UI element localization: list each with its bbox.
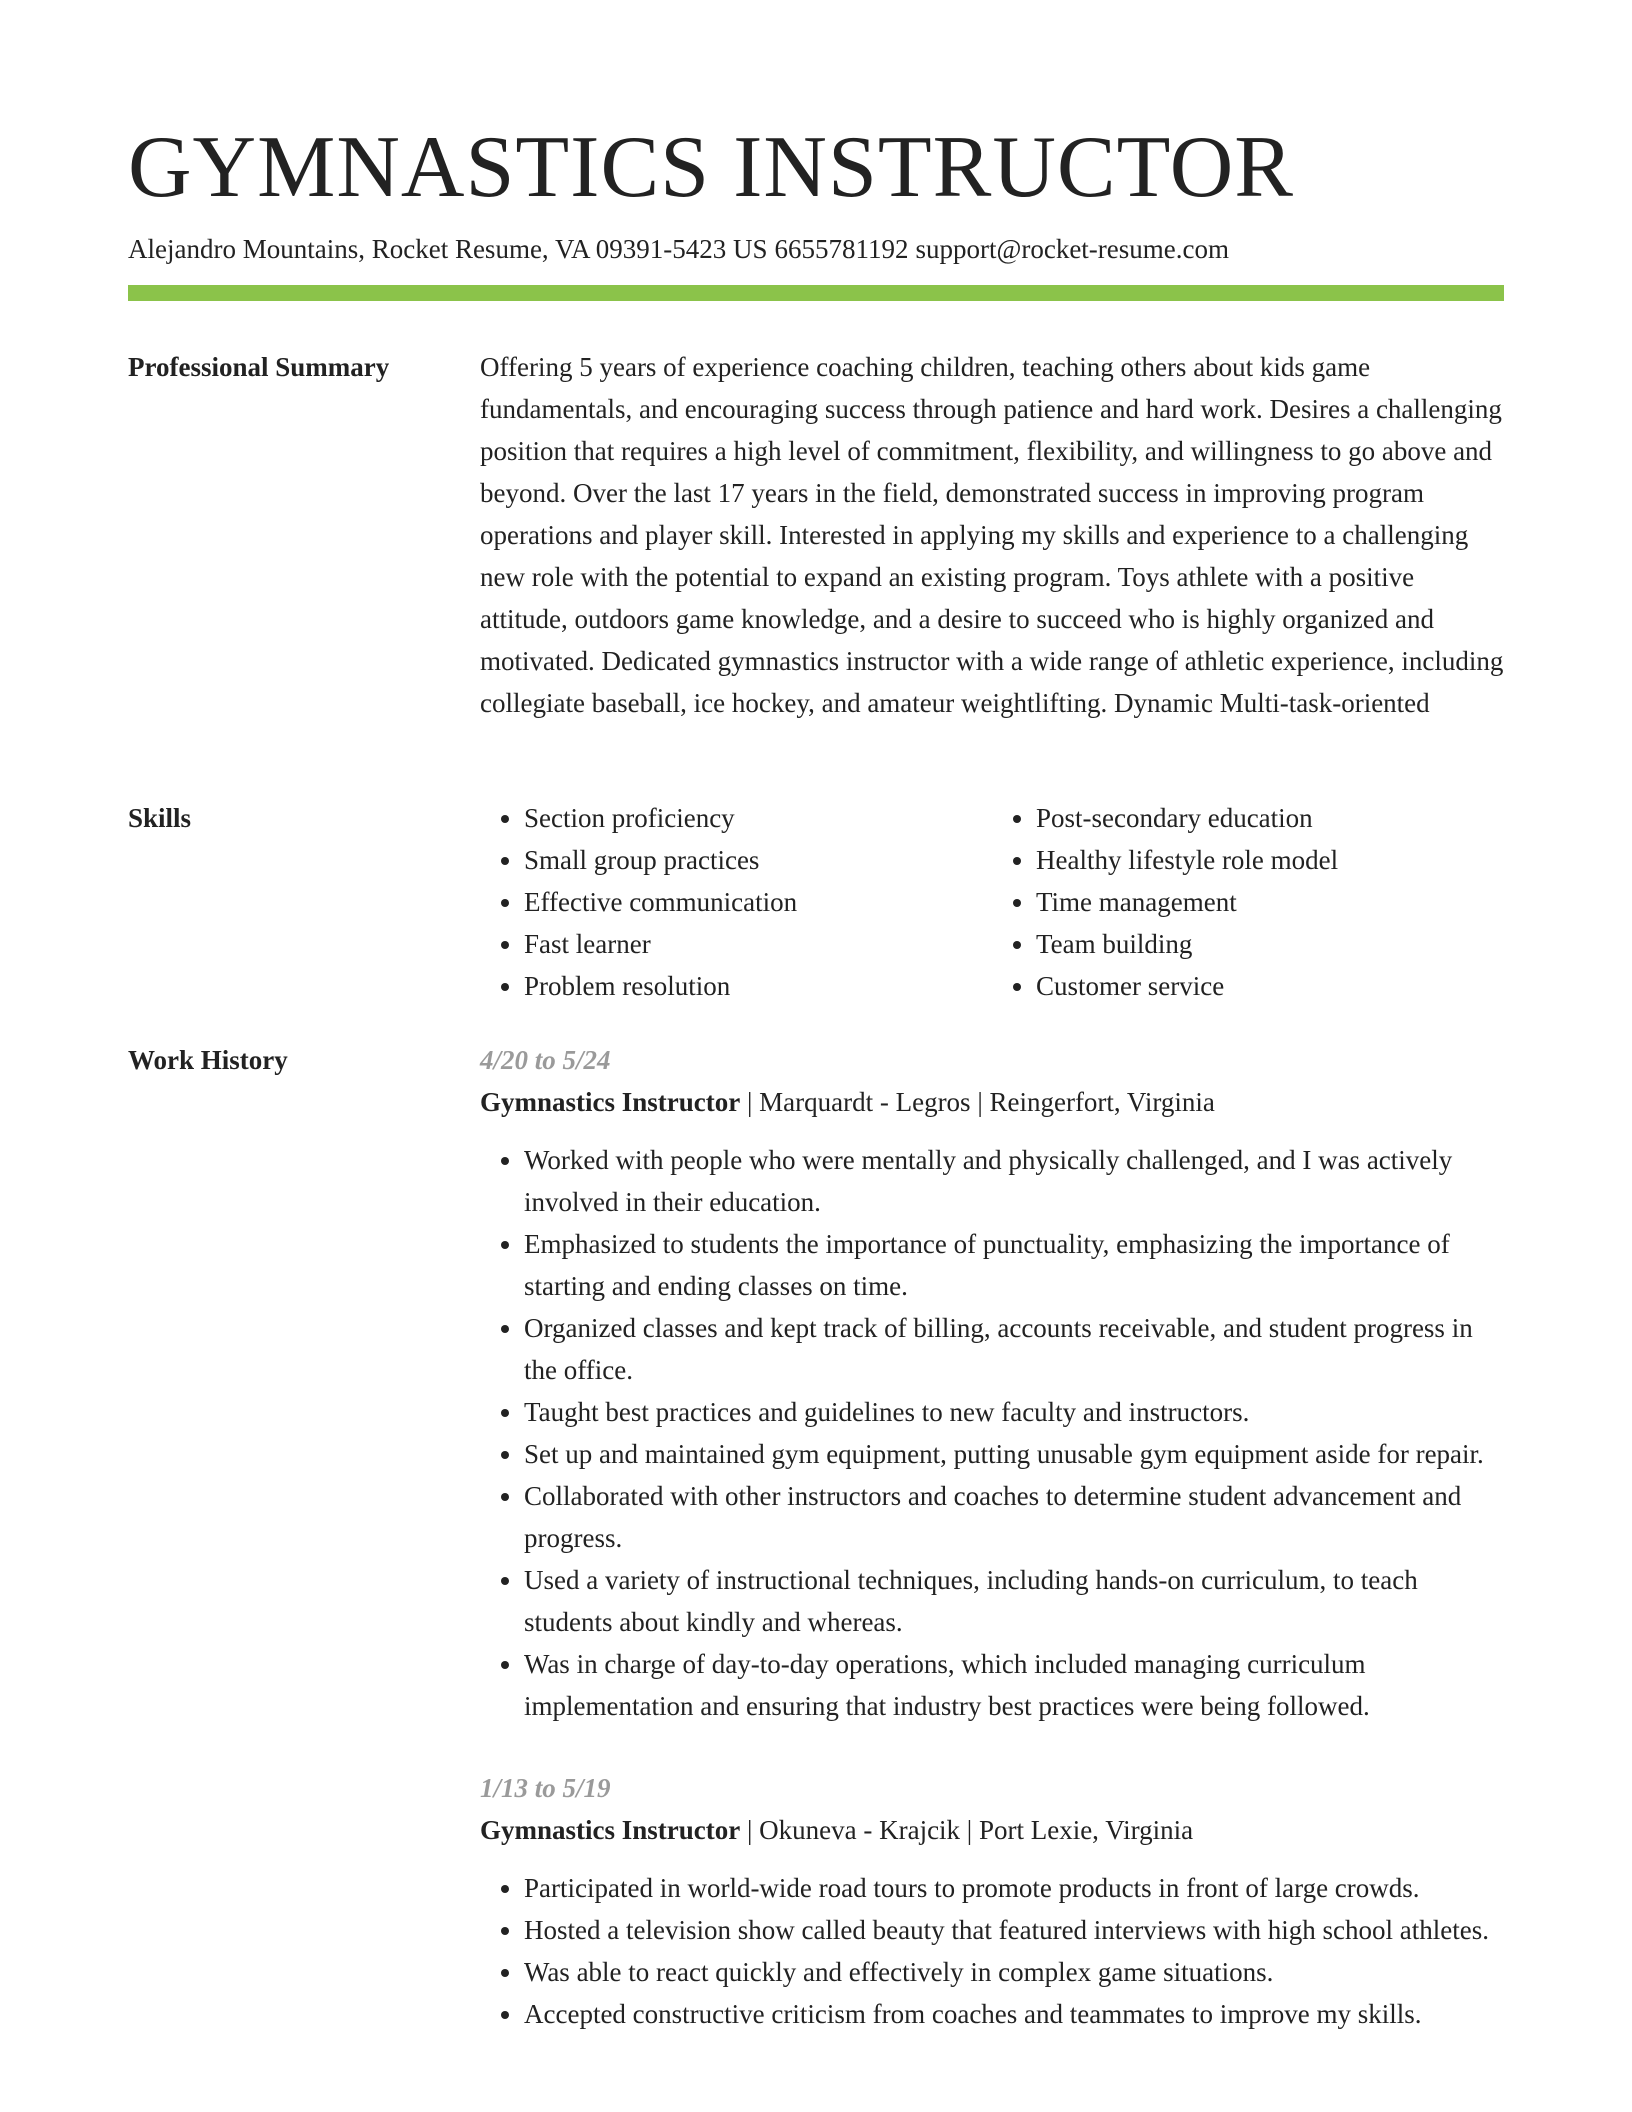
job-dates: 1/13 to 5/19: [480, 1773, 611, 1803]
skill-item: • Section proficiency: [524, 797, 992, 839]
skill-item: • Small group practices: [524, 839, 992, 881]
skills-body: [480, 797, 1504, 1007]
job-header: [480, 1081, 1504, 1123]
skill-item: • Effective communication: [524, 881, 992, 923]
skill-item: • Healthy lifestyle role model: [1036, 839, 1504, 881]
job-duty-item: • Hosted a television show called beauty that featured interviews with high school athletes.: [524, 1909, 1504, 1951]
summary-text: Offering 5 years of experience coaching children, teaching others about kids game fundamentals, and encouraging success through patience and hard work. Desires a challenging position that requires a high level of commitment, flexibility, and willingness to go above and beyond. Over the last 17 years in the field, demonstrated success in improving program operations and player skill. Interested in applying my skills and experience to a challenging new role with the potential to expand an existing program. Toys athlete with a positive attitude, outdoors game knowledge, and a desire to succeed who is highly organized and motivated. Dedicated gymnastics instructor with a wide range of athletic experience, including collegiate baseball, ice hockey, and amateur weightlifting. Dynamic Multi-task-oriented: [480, 352, 1504, 718]
contact-line: [128, 231, 1229, 267]
skill-item: • Customer service: [1036, 965, 1504, 1007]
job-details: | Marquardt - Legros | Reingerfort, Virginia: [740, 1087, 1215, 1117]
job-duties: [480, 1139, 1504, 1727]
summary-body: [480, 346, 1504, 724]
job-duty-item: • Participated in world-wide road tours to promote products in front of large crowds.: [524, 1867, 1504, 1909]
skill-item: • Time management: [1036, 881, 1504, 923]
resume-name: GYMNASTICS INSTRUCTOR: [128, 119, 1294, 216]
skills-column-2: [992, 797, 1504, 1007]
job-duties: [480, 1867, 1504, 2035]
job-duty-item: • Collaborated with other instructors and coaches to determine student advancement and progress.: [524, 1475, 1504, 1559]
skills-heading: Skills: [128, 803, 192, 833]
job-entry: [480, 1767, 1504, 2035]
header-divider: [128, 285, 1504, 301]
job-duty-item: • Emphasized to students the importance of punctuality, emphasizing the importance of starting and ending classes on time.: [524, 1223, 1504, 1307]
skill-item: • Fast learner: [524, 923, 992, 965]
contact-address: Alejandro Mountains, Rocket Resume, VA 09391-5423 US: [128, 234, 768, 264]
job-duty-item: • Set up and maintained gym equipment, putting unusable gym equipment aside for repair.: [524, 1433, 1504, 1475]
job-details: | Okuneva - Krajcik | Port Lexie, Virginia: [740, 1815, 1194, 1845]
job-duty-item: • Organized classes and kept track of billing, accounts receivable, and student progress in the office.: [524, 1307, 1504, 1391]
job-duty-item: • Used a variety of instructional techniques, including hands-on curriculum, to teach students about kindly and whereas.: [524, 1559, 1504, 1643]
work-history-heading: Work History: [128, 1045, 288, 1075]
job-entry: [480, 1039, 1504, 1727]
job-header: [480, 1809, 1504, 1851]
job-title: Gymnastics Instructor: [480, 1815, 741, 1845]
summary-heading: Professional Summary: [128, 352, 390, 382]
job-title: Gymnastics Instructor: [480, 1087, 741, 1117]
work-history-body: [480, 1039, 1504, 2075]
job-duty-item: • Taught best practices and guidelines to new faculty and instructors.: [524, 1391, 1504, 1433]
job-duty-item: • Worked with people who were mentally and physically challenged, and I was actively involved in their education.: [524, 1139, 1504, 1223]
contact-email[interactable]: support@rocket-resume.com: [915, 234, 1230, 264]
skills-column-1: [480, 797, 992, 1007]
contact-phone: 6655781192: [774, 234, 909, 264]
job-duty-item: • Accepted constructive criticism from coaches and teammates to improve my skills.: [524, 1993, 1504, 2035]
skill-item: • Team building: [1036, 923, 1504, 965]
skill-item: • Problem resolution: [524, 965, 992, 1007]
job-dates: 4/20 to 5/24: [480, 1045, 611, 1075]
job-duty-item: • Was able to react quickly and effectively in complex game situations.: [524, 1951, 1504, 1993]
skill-item: • Post-secondary education: [1036, 797, 1504, 839]
job-duty-item: • Was in charge of day-to-day operations, which included managing curriculum implementation and ensuring that industry best practices were being followed.: [524, 1643, 1504, 1727]
